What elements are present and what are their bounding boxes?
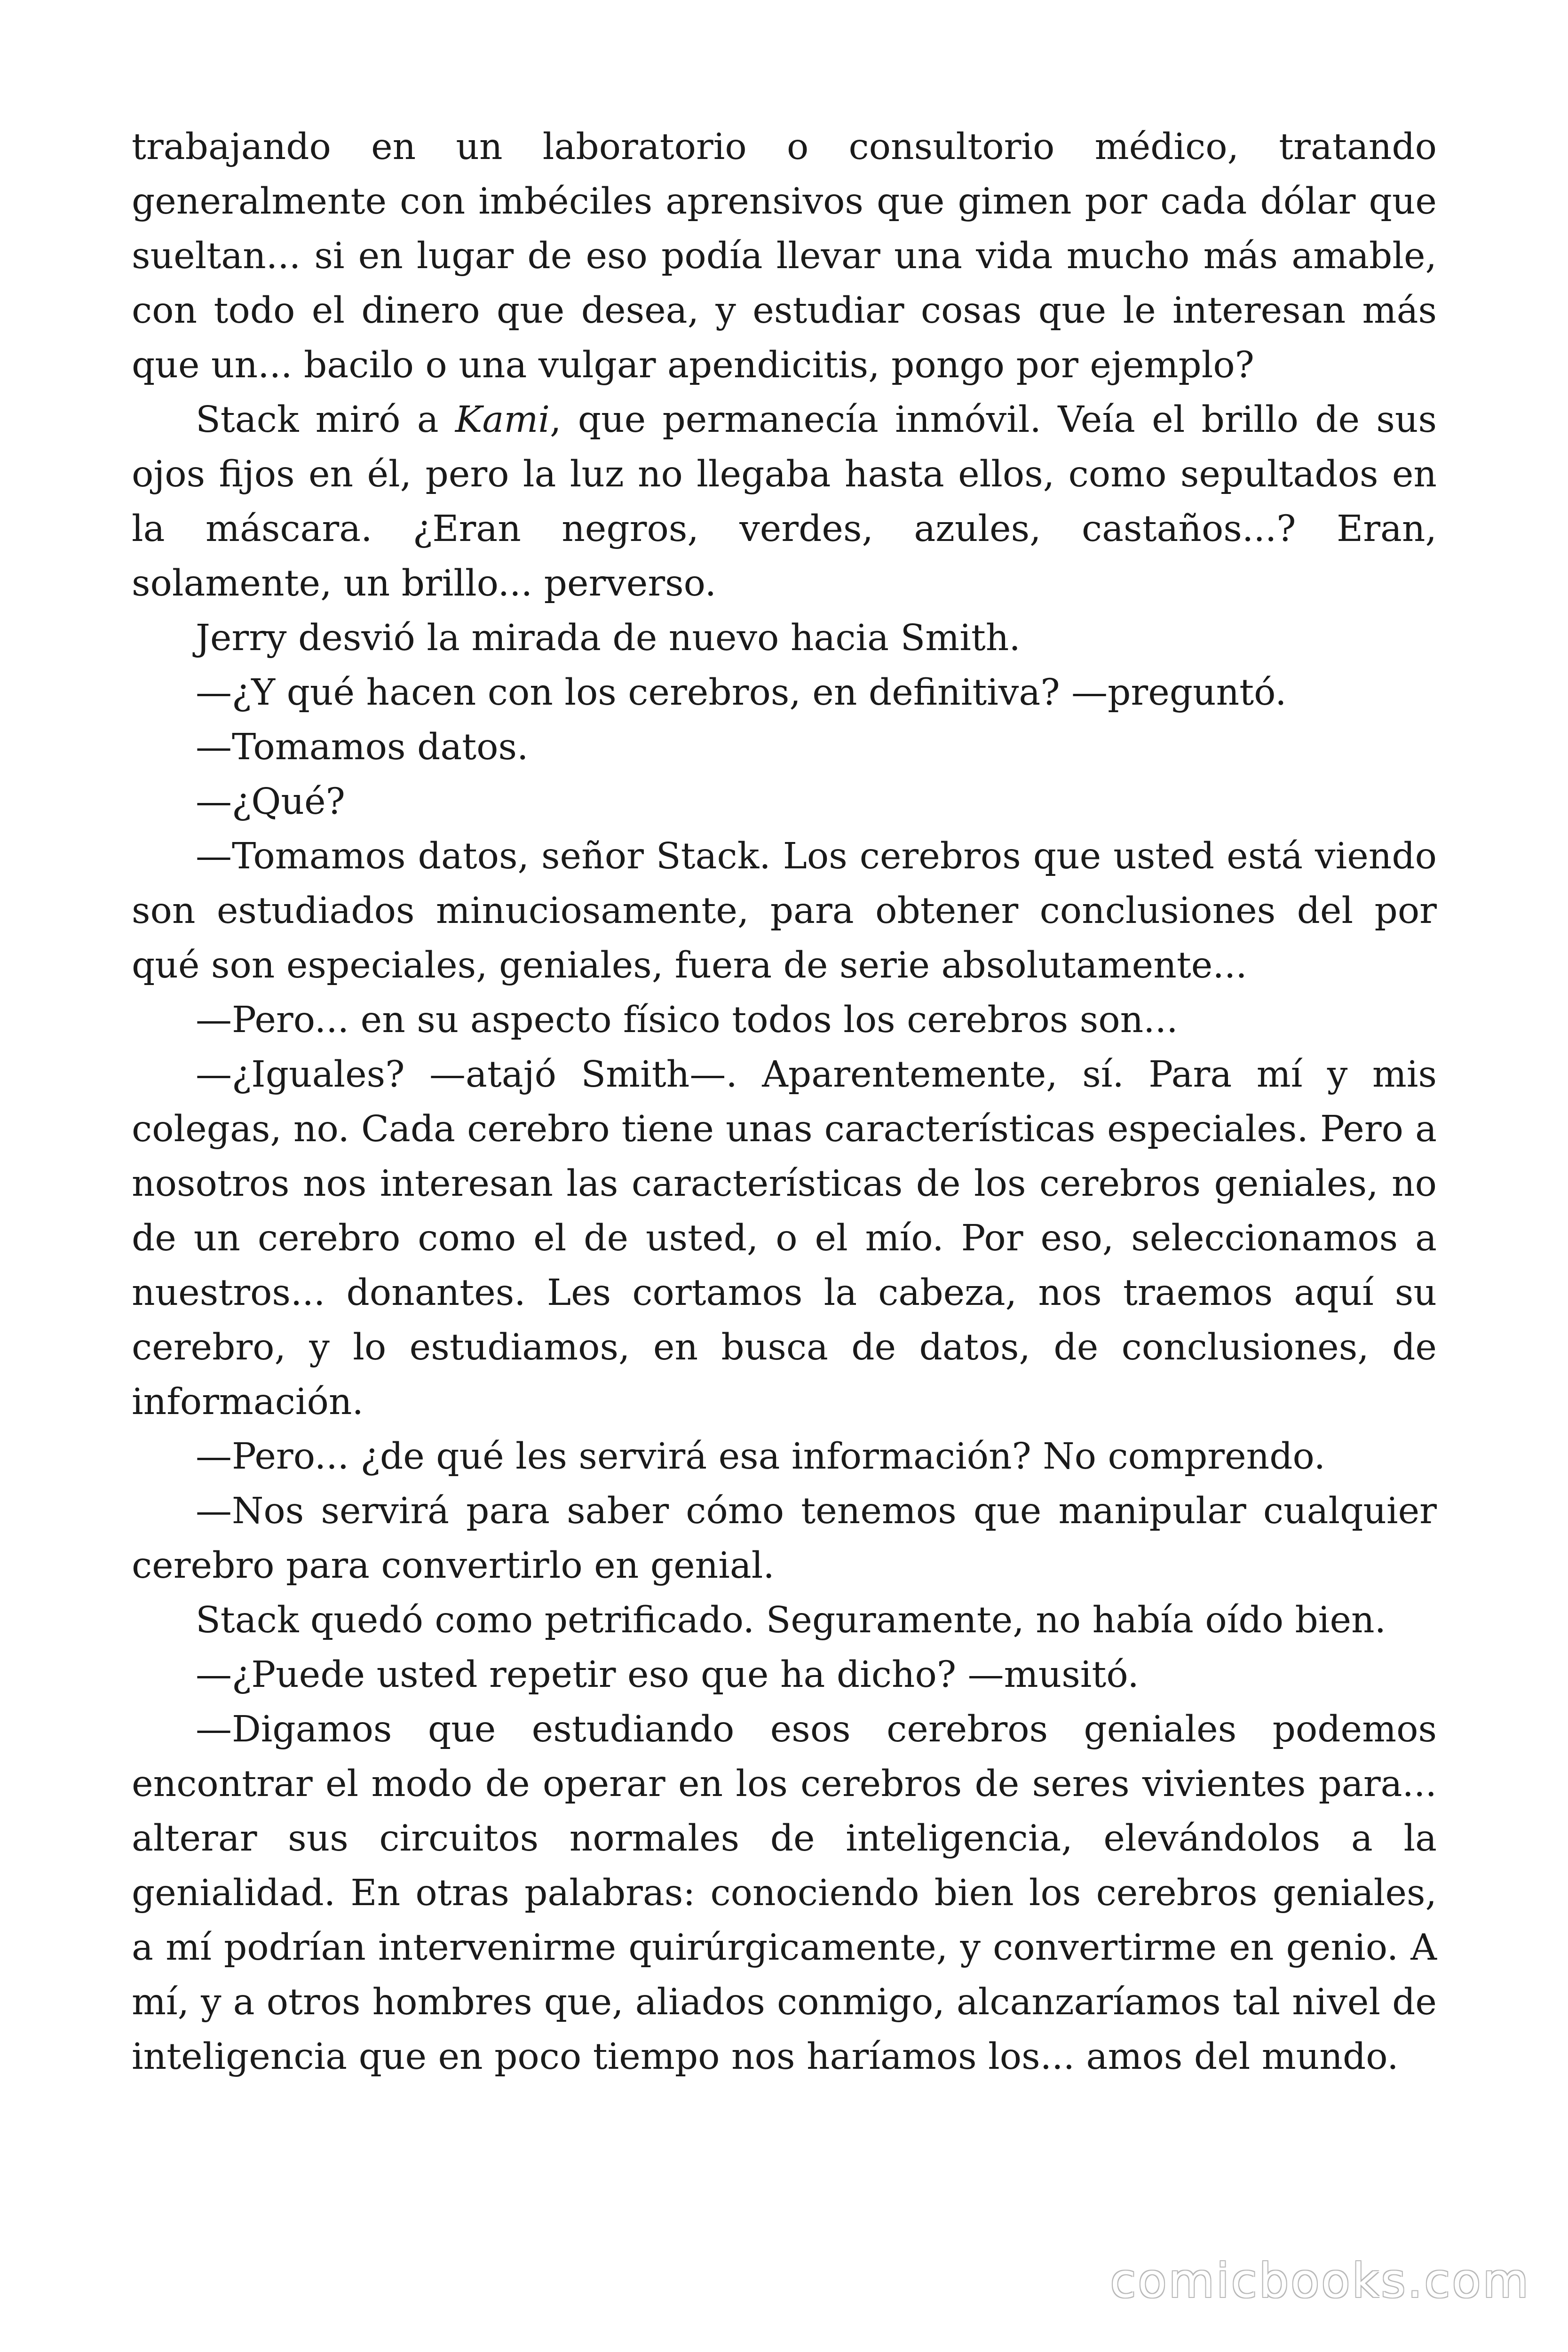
paragraph-4: —¿Y qué hacen con los cerebros, en definitiva? —preguntó.: [196, 672, 1287, 714]
name-kami: Kami: [455, 399, 550, 441]
paragraph-7: —Tomamos datos, señor Stack. Los cerebros que usted está viendo son estudiados minuciosamente, para obtener conclusiones del por qué son especiales, geniales, fuera de serie absolutamente...: [132, 835, 1437, 986]
paragraph-8: —Pero... en su aspecto físico todos los cerebros son...: [196, 999, 1178, 1041]
paragraph-5: —Tomamos datos.: [196, 726, 529, 768]
paragraph-2: [132, 393, 1437, 611]
paragraph-11: —Nos servirá para saber cómo tenemos que manipular cualquier cerebro para convertirlo en genial.: [132, 1490, 1437, 1587]
watermark: comicbooks.com: [1110, 2253, 1530, 2308]
paragraph-12: Stack quedó como petrificado. Seguramente, no había oído bien.: [196, 1599, 1386, 1641]
paragraph-6: —¿Qué?: [196, 781, 345, 823]
paragraph-13: —¿Puede usted repetir eso que ha dicho? —musitó.: [196, 1654, 1139, 1696]
paragraph-9: —¿Iguales? —atajó Smith—. Aparentemente, sí. Para mí y mis colegas, no. Cada cerebro tiene unas características especiales. Pero a nosotros nos interesan las características de los cerebros geniales, no de un cerebro como el de usted, o el mío. Por eso, seleccionamos a nuestros... donantes. Les cortamos la cabeza, nos traemos aquí su cerebro, y lo estudiamos, en busca de datos, de conclusiones, de información.: [132, 1054, 1437, 1423]
page-body: [132, 120, 1437, 2084]
paragraph-1: trabajando en un laboratorio o consultorio médico, tratando generalmente con imbéciles aprensivos que gimen por cada dólar que sueltan... si en lugar de eso podía llevar una vida mucho más amable, con todo el dinero que desea, y estudiar cosas que le interesan más que un... bacilo o una vulgar apendicitis, pongo por ejemplo?: [132, 126, 1437, 386]
paragraph-14: —Digamos que estudiando esos cerebros geniales podemos encontrar el modo de operar en los cerebros de seres vivientes para... alterar sus circuitos normales de inteligencia, elevándolos a la genialidad. En otras palabras: conociendo bien los cerebros geniales, a mí podrían intervenirme quirúrgicamente, y convertirme en genio. A mí, y a otros hombres que, aliados conmigo, alcanzaríamos tal nivel de inteligencia que en poco tiempo nos haríamos los... amos del mundo.: [132, 1708, 1437, 2078]
paragraph-2-start: Stack miró a: [196, 399, 455, 441]
paragraph-10: —Pero... ¿de qué les servirá esa información? No comprendo.: [196, 1436, 1326, 1478]
paragraph-2-rest: , que permanecía inmóvil. Veía el brillo de sus ojos fijos en él, pero la luz no llegaba hasta ellos, como sepultados en la máscara. ¿Eran negros, verdes, azules, castaños...? Eran, solamente, un brillo... perverso.: [132, 399, 1437, 604]
paragraph-3: Jerry desvió la mirada de nuevo hacia Smith.: [196, 617, 1021, 659]
